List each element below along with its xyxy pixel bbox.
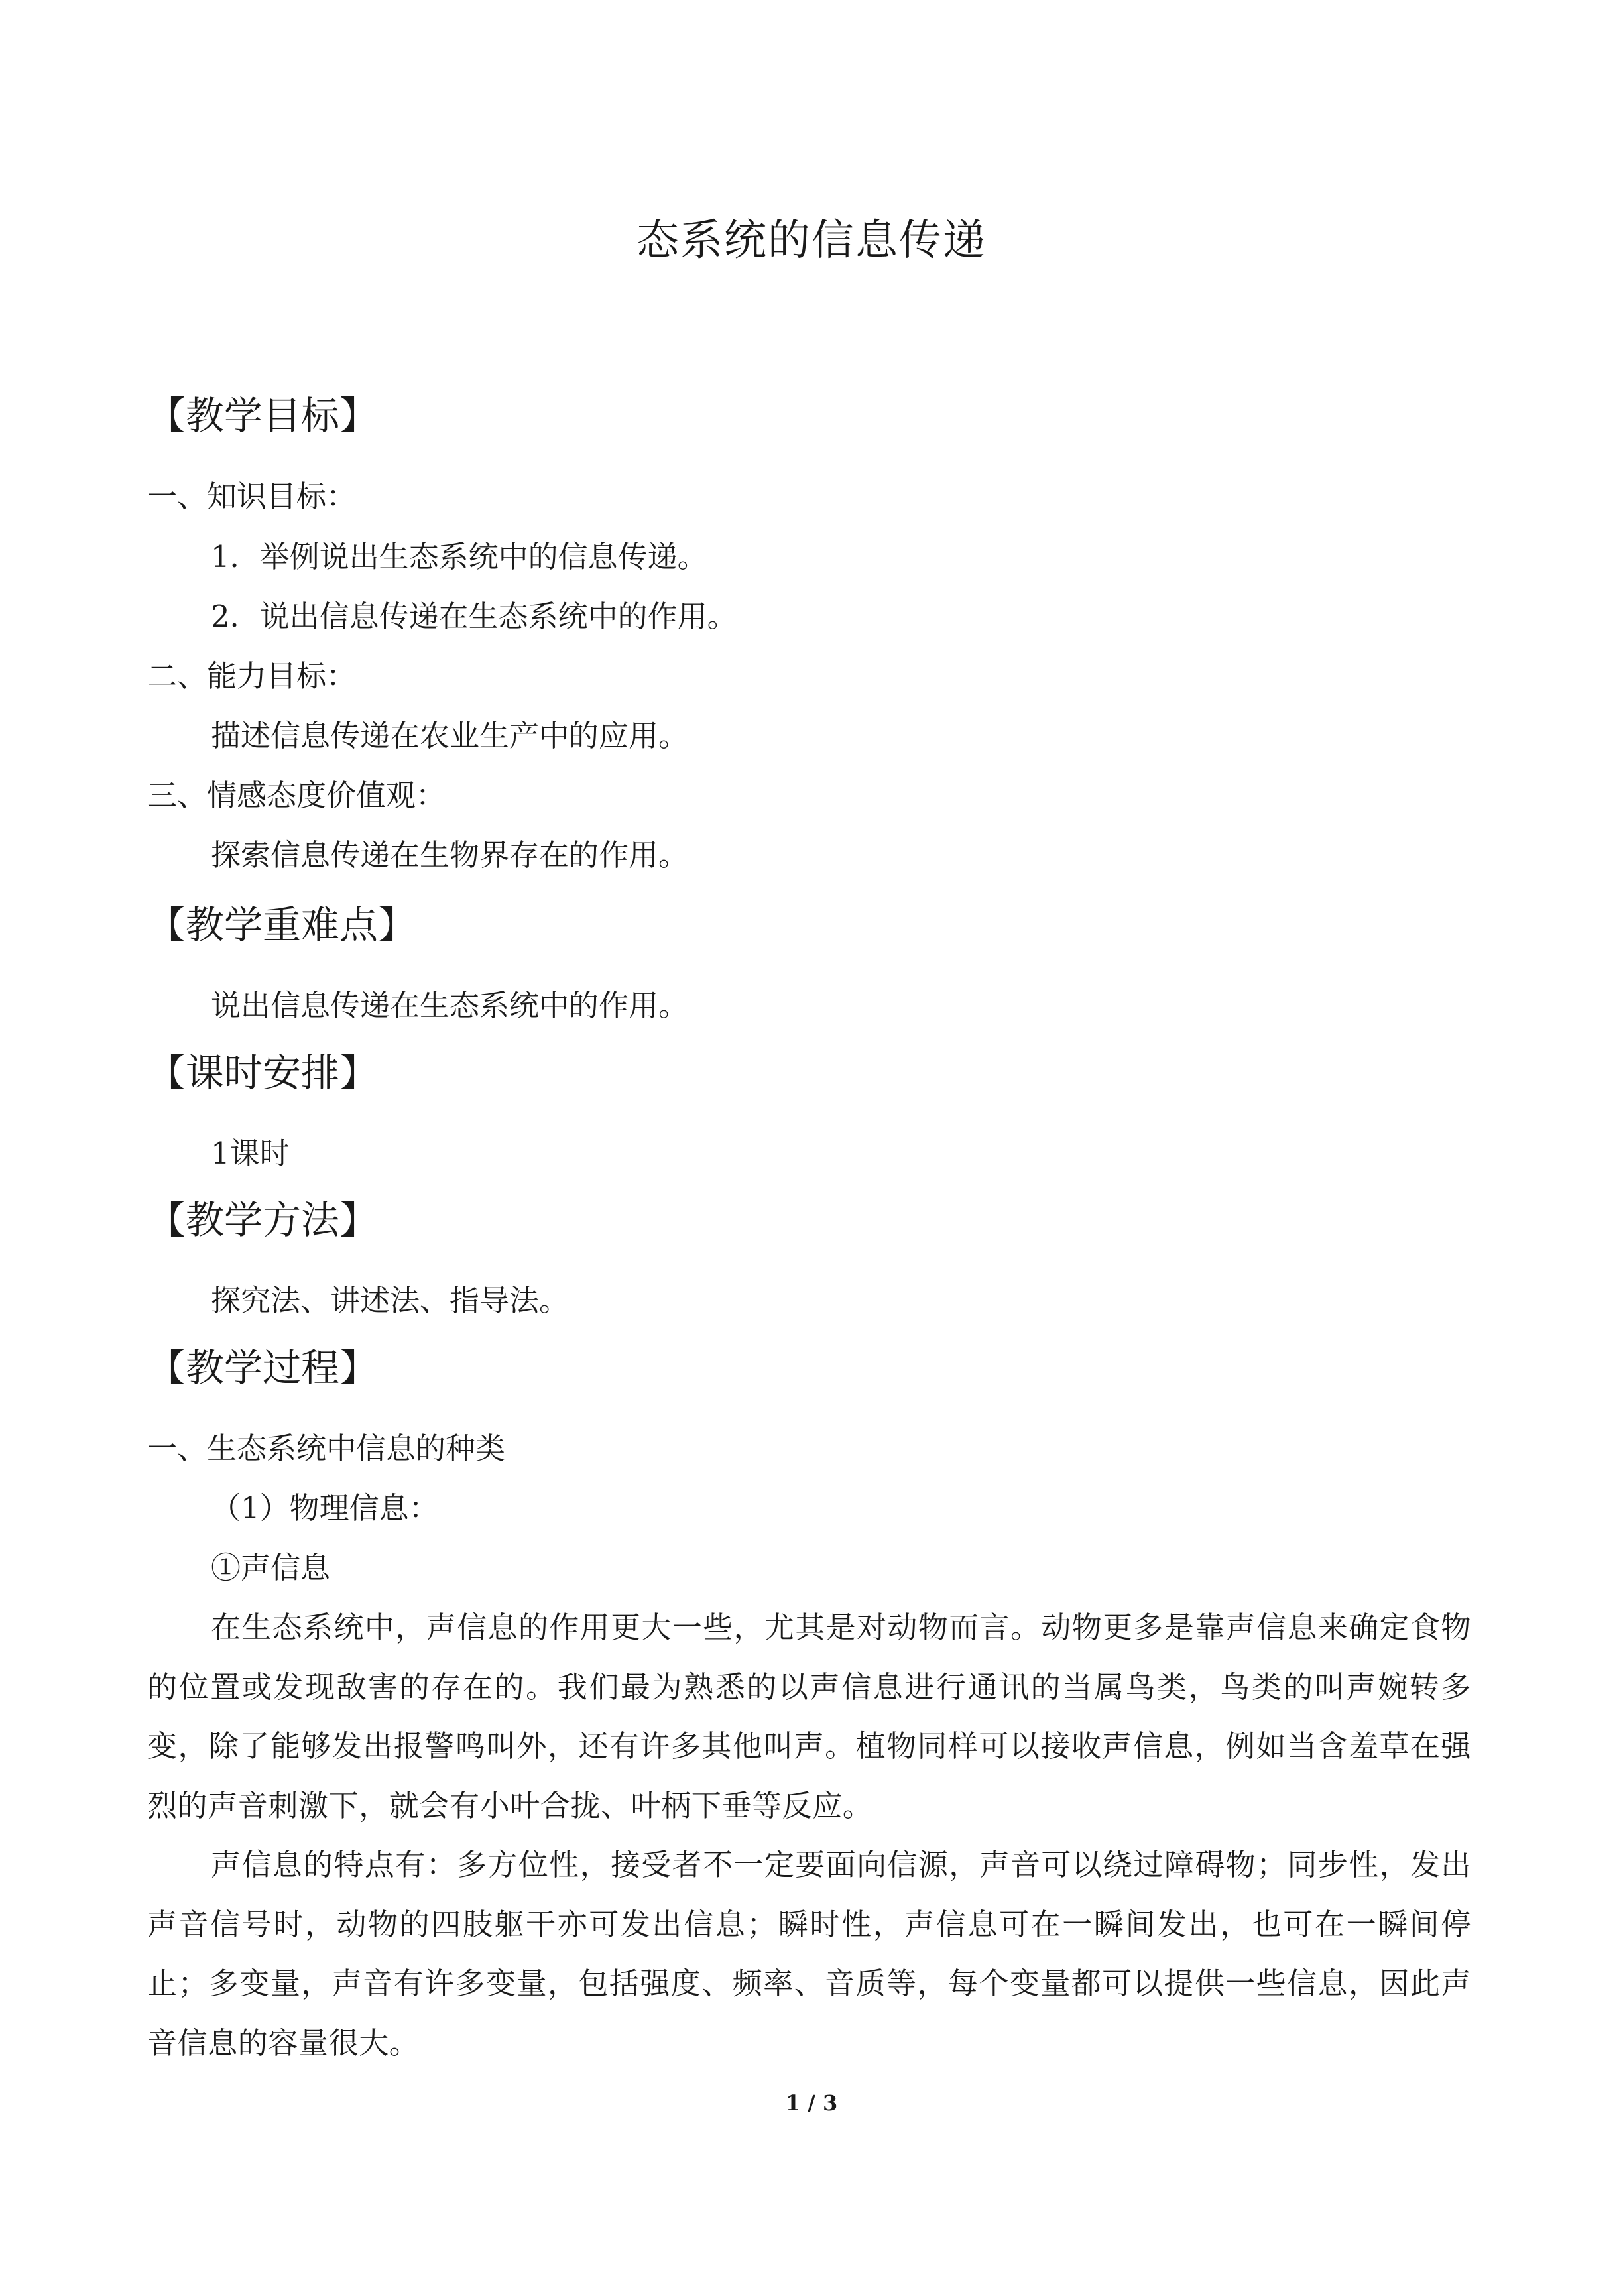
schedule-text: 1课时 xyxy=(211,1136,290,1171)
page-number: 1 / 3 xyxy=(785,2090,838,2116)
heading-methods: 【教学方法】 xyxy=(147,1197,379,1242)
document-title: 态系统的信息传递 xyxy=(636,216,987,265)
paragraph-sound-info: 在生态系统中，声信息的作用更大一些，尤其是对动物而言。动物更多是靠声信息来确定食物的位置或发现敌害的存在的。我们最为熟悉的以声信息进行通讯的当属鸟类，鸟类的叫声婉转多变，除了能够发出报警鸣叫外，还有许多其他叫声。植物同样可以接收声信息，例如当含羞草在强烈的声音刺激下，就会有小叶合拢、叶柄下垂等反应。 xyxy=(147,1610,1471,1823)
attitude-objectives-label: 三、情感态度价值观： xyxy=(147,778,446,813)
heading-objectives: 【教学目标】 xyxy=(147,393,379,438)
knowledge-objectives-label: 一、知识目标： xyxy=(147,479,357,514)
paragraph-sound-features: 声信息的特点有：多方位性，接受者不一定要面向信源，声音可以绕过障碍物；同步性，发出声音信号时，动物的四肢躯干亦可发出信息；瞬时性，声信息可在一瞬间发出，也可在一瞬间停止；多变量，声音有许多变量，包括强度、频率、音质等，每个变量都可以提供一些信息，因此声音信息的容量很大。 xyxy=(147,1847,1471,2061)
heading-key-points: 【教学重难点】 xyxy=(147,902,417,947)
attitude-objectives-text: 探索信息传递在生物界存在的作用。 xyxy=(211,837,689,873)
key-points-text: 说出信息传递在生态系统中的作用。 xyxy=(211,988,689,1023)
methods-text: 探究法、讲述法、指导法。 xyxy=(211,1283,570,1318)
knowledge-item-2: 2．说出信息传递在生态系统中的作用。 xyxy=(211,599,737,634)
ability-objectives-text: 描述信息传递在农业生产中的应用。 xyxy=(211,718,689,753)
heading-process: 【教学过程】 xyxy=(147,1345,379,1390)
knowledge-item-1: 1．举例说出生态系统中的信息传递。 xyxy=(211,539,707,574)
heading-schedule: 【课时安排】 xyxy=(147,1050,379,1095)
process-subheading-1: 一、生态系统中信息的种类 xyxy=(147,1431,506,1466)
ability-objectives-label: 二、能力目标： xyxy=(147,658,357,694)
process-subheading-1-1-a: ①声信息 xyxy=(211,1550,331,1585)
process-subheading-1-1: （1）物理信息： xyxy=(211,1490,439,1526)
